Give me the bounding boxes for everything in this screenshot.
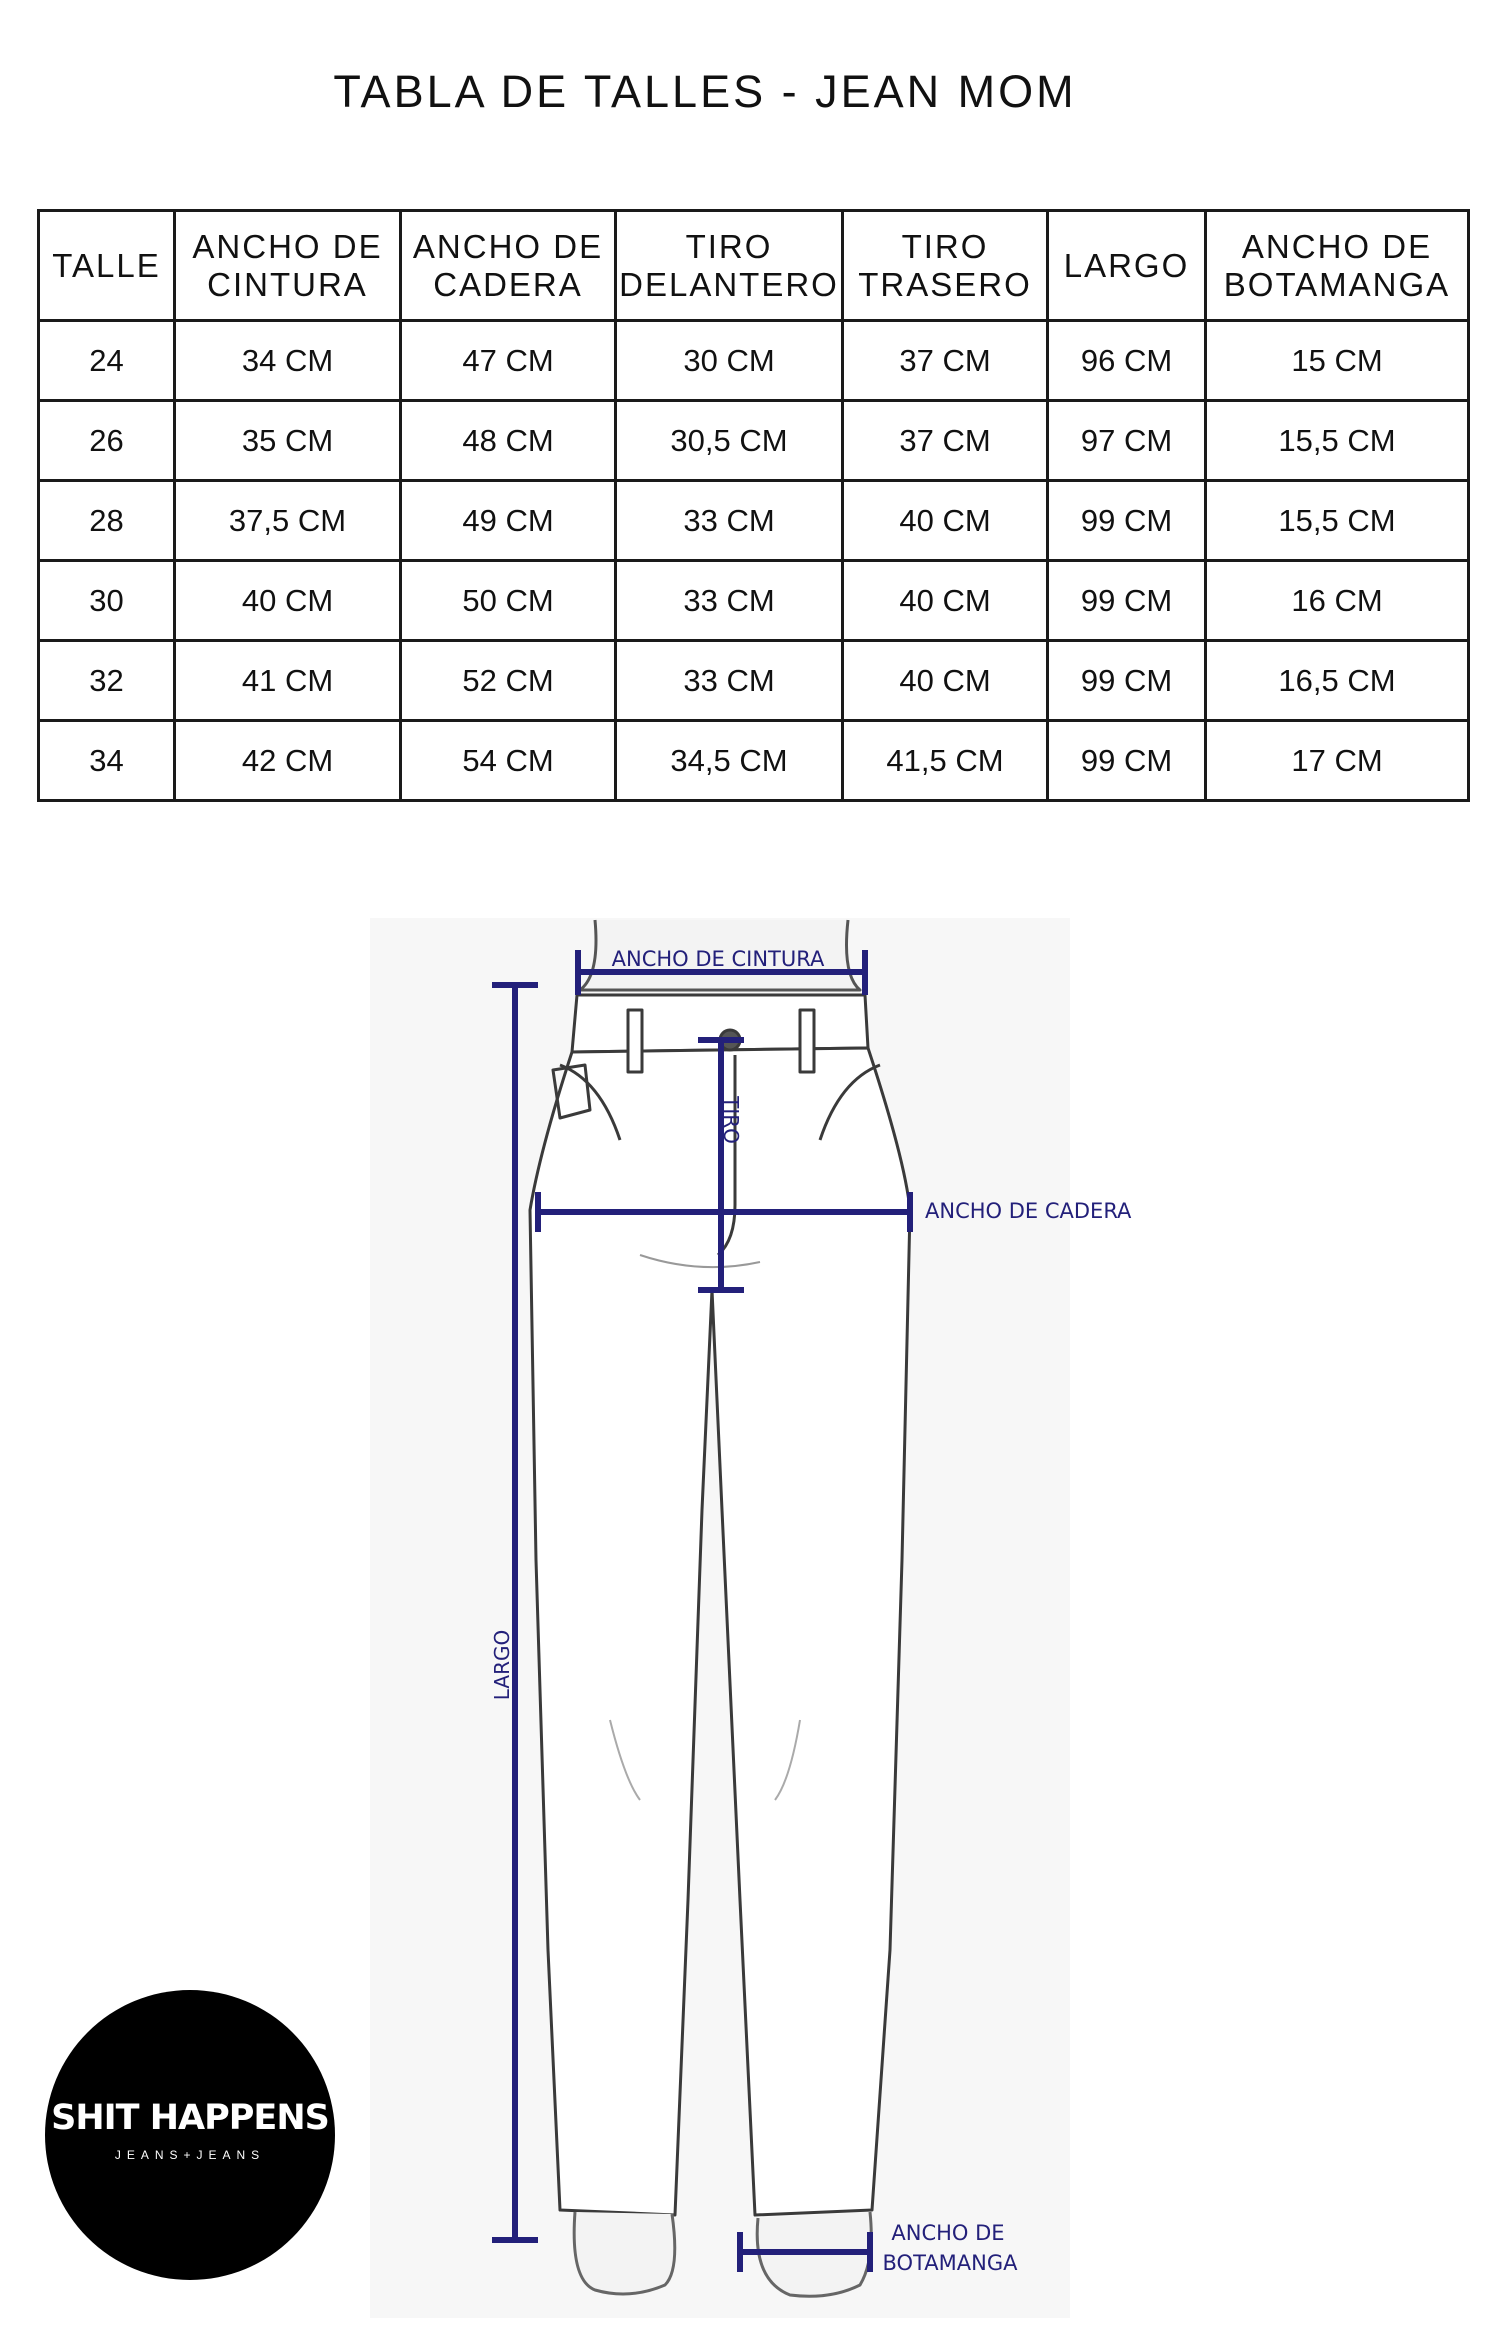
foot-left (574, 2212, 675, 2294)
table-header-text: CADERA (433, 265, 583, 303)
size-cell: 26 (39, 401, 175, 481)
measurement-cell: 52 CM (401, 641, 616, 721)
measurement-cell: 96 CM (1048, 321, 1206, 401)
table-row (39, 321, 1469, 401)
measurement-cell: 33 CM (616, 481, 843, 561)
measurement-cell: 30,5 CM (616, 401, 843, 481)
table-header-cell (616, 211, 843, 321)
measurement-cell: 35 CM (175, 401, 401, 481)
page-title: TABLA DE TALLES - JEAN MOM (333, 66, 1077, 117)
table-header-row (39, 211, 1469, 321)
measurement-cell: 41,5 CM (843, 721, 1048, 801)
table-body (39, 321, 1469, 801)
measurement-cell: 34,5 CM (616, 721, 843, 801)
table-header-text: BOTAMANGA (1223, 265, 1451, 303)
measurement-cell: 99 CM (1048, 641, 1206, 721)
measurement-cell: 15,5 CM (1206, 401, 1469, 481)
measurement-cell: 48 CM (401, 401, 616, 481)
hem-label-line1: ANCHO DE (891, 2221, 1005, 2245)
waist-label: ANCHO DE CINTURA (611, 947, 825, 971)
table-row (39, 561, 1469, 641)
table-header-text: TALLE (52, 246, 161, 284)
table-header-cell (843, 211, 1048, 321)
table-row (39, 401, 1469, 481)
measurement-cell: 37 CM (843, 321, 1048, 401)
belt-loop-right (800, 1010, 814, 1072)
table-header-cell (1206, 211, 1469, 321)
hem-label-line2: BOTAMANGA (882, 2251, 1018, 2275)
table-row (39, 721, 1469, 801)
measurement-cell: 54 CM (401, 721, 616, 801)
measurement-cell: 42 CM (175, 721, 401, 801)
size-cell: 24 (39, 321, 175, 401)
measurement-cell: 16,5 CM (1206, 641, 1469, 721)
table-header-text: TRASERO (858, 265, 1032, 303)
measurement-cell: 99 CM (1048, 721, 1206, 801)
measurement-cell: 40 CM (175, 561, 401, 641)
table-header-text: ANCHO DE (1241, 227, 1433, 265)
table-row (39, 641, 1469, 721)
measurement-cell: 15,5 CM (1206, 481, 1469, 561)
measurement-cell: 49 CM (401, 481, 616, 561)
measurement-cell: 40 CM (843, 481, 1048, 561)
size-table (37, 209, 1470, 802)
table-header-cell (1048, 211, 1206, 321)
table-header-text: TIRO (901, 227, 989, 265)
measurement-cell: 99 CM (1048, 561, 1206, 641)
belt-loop-left (628, 1010, 642, 1072)
measurement-cell: 33 CM (616, 641, 843, 721)
measurement-cell: 40 CM (843, 641, 1048, 721)
table-header-text: DELANTERO (619, 265, 839, 303)
size-cell: 32 (39, 641, 175, 721)
table-header-text: ANCHO DE (192, 227, 383, 265)
measurement-cell: 30 CM (616, 321, 843, 401)
table-row (39, 481, 1469, 561)
measurement-cell: 50 CM (401, 561, 616, 641)
measurement-cell: 97 CM (1048, 401, 1206, 481)
measurement-cell: 99 CM (1048, 481, 1206, 561)
measurement-cell: 15 CM (1206, 321, 1469, 401)
brand-logo (45, 1990, 335, 2280)
measurement-cell: 37,5 CM (175, 481, 401, 561)
table-header-text: ANCHO DE (412, 227, 604, 265)
measurement-cell: 34 CM (175, 321, 401, 401)
length-label: LARGO (490, 1629, 514, 1701)
table-header-text: CINTURA (207, 265, 368, 303)
size-cell: 30 (39, 561, 175, 641)
rise-label: TIRO (719, 1096, 743, 1144)
table-header-cell (175, 211, 401, 321)
measurement-cell: 37 CM (843, 401, 1048, 481)
jeans-measurement-diagram (360, 915, 1132, 2325)
measurement-cell: 16 CM (1206, 561, 1469, 641)
table-header-cell (401, 211, 616, 321)
size-cell: 34 (39, 721, 175, 801)
brand-logo-tagline: JEANS+JEANS (114, 2148, 266, 2162)
measurement-cell: 17 CM (1206, 721, 1469, 801)
measurement-cell: 41 CM (175, 641, 401, 721)
table-header-cell (39, 211, 175, 321)
table-header-text: LARGO (1063, 246, 1190, 284)
hip-label: ANCHO DE CADERA (925, 1199, 1132, 1223)
table-header-text: TIRO (685, 227, 773, 265)
measurement-cell: 40 CM (843, 561, 1048, 641)
size-cell: 28 (39, 481, 175, 561)
brand-logo-name: SHIT HAPPENS (51, 2098, 329, 2138)
measurement-cell: 47 CM (401, 321, 616, 401)
measurement-cell: 33 CM (616, 561, 843, 641)
